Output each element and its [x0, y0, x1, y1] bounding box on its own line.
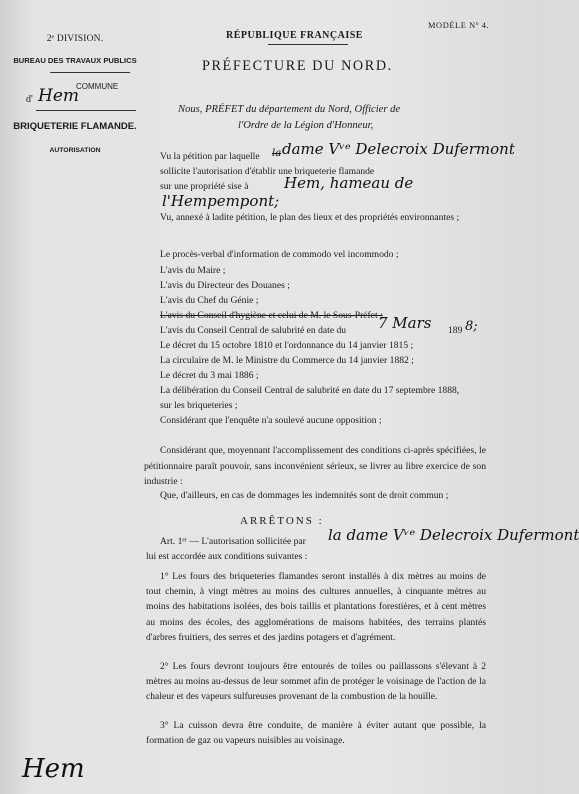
division: 2ᵉ DIVISION.: [46, 34, 104, 44]
modele: MODÈLE Nº 4.: [428, 21, 490, 30]
article-1-line-1: Art. 1ᵉʳ — L'autorisation sollicitée par: [160, 536, 306, 547]
consideration-item: L'avis du Conseil Central de salubrité en date du: [160, 325, 347, 336]
divider: [50, 72, 130, 73]
petition-line-3: sur une propriété sise à: [160, 181, 249, 192]
salubrite-year-digit: 8;: [465, 319, 478, 334]
salubrite-year: 189: [448, 325, 463, 336]
bureau: BUREAU DES TRAVAUX PUBLICS: [13, 56, 137, 65]
footer-signature: Hem: [22, 754, 85, 784]
petition-line-1: Vu la pétition par laquelle: [160, 151, 260, 162]
prefecture: PRÉFECTURE DU NORD.: [202, 58, 393, 74]
commune-name: Hem: [38, 86, 80, 106]
considerant-paragraph: Considérant que, moyennant l'accomplissement des conditions ci-après spécifiées, le pétitionnaire paraît pouvoir, sans inconvénient sérieux, se livrer au libre exercice de son industrie :: [144, 445, 486, 487]
consideration-item: Le décret du 15 octobre 1810 et l'ordonnance du 14 janvier 1815 ;: [160, 340, 414, 351]
article-1-line-2: lui est accordée aux conditions suivantes :: [146, 551, 308, 562]
divider: [268, 44, 348, 45]
considerant-paragraph-2: Que, d'ailleurs, en cas de dommages les indemnités sont de droit commun ;: [160, 490, 449, 501]
condition-1: 1° Les fours des briqueteries flamandes seront installés à dix mètres au moins de tout chemin, à vingt mètres au moins des cultures annuelles, à cinquante mètres au moins des habitations isolées, des bois taillis et plantations forestières, et à cent mètres au moins des écoles, des agglomérations de maisons habitées, des terrains plantés d'arbres fruitiers, des serres et des jardins potagers et d'agrément.: [146, 571, 486, 643]
consideration-item: Considérant que l'enquête n'a soulevé aucune opposition ;: [160, 415, 382, 426]
consideration-item: L'avis du Chef du Génie ;: [160, 295, 259, 306]
intro-line-2: l'Ordre de la Légion d'Honneur,: [238, 120, 374, 131]
consideration-item: L'avis du Maire ;: [160, 265, 226, 276]
autorisation: AUTORISATION: [49, 147, 101, 154]
consideration-item: L'avis du Directeur des Douanes ;: [160, 280, 290, 291]
divider: [36, 110, 136, 111]
petitioner-name: dame Vᵛᵉ Delecroix Dufermont: [282, 140, 515, 158]
commune-label: COMMUNE: [76, 82, 119, 91]
consideration-item: Le procès-verbal d'information de commodo vel incommodo ;: [160, 249, 399, 260]
republique: RÉPUBLIQUE FRANÇAISE: [226, 30, 363, 41]
commune-de: d': [26, 94, 33, 105]
consideration-item: Le décret du 3 mai 1886 ;: [160, 370, 259, 381]
article-petitioner-name: la dame Vᵛᵉ Delecroix Dufermont: [328, 526, 579, 544]
petition-line-5: Vu, annexé à ladite pétition, le plan des lieux et des propriétés environnantes ;: [160, 212, 460, 223]
arretons: ARRÊTONS :: [240, 515, 324, 527]
property-location: Hem, hameau de: [284, 174, 414, 192]
consideration-item-struck: L'avis du Conseil d'hygiène et celui de M. le Sous-Préfet ;: [160, 310, 383, 321]
petition-strike: la: [272, 148, 282, 159]
consideration-item: sur les briqueteries ;: [160, 400, 238, 411]
property-location-2: l'Hempempont;: [162, 192, 280, 210]
petition-line-2: sollicite l'autorisation d'établir une briqueterie flamande: [160, 166, 375, 177]
intro-line-1: Nous, PRÉFET du département du Nord, Officier de: [178, 104, 401, 115]
consideration-item: La circulaire de M. le Ministre du Commerce du 14 janvier 1882 ;: [160, 355, 414, 366]
condition-2: 2° Les fours devront toujours être entourés de toiles ou paillassons s'élevant à 2 mètres au moins au-dessus de leur sommet afin de protéger le voisinage de l'action de la chaleur et des vapeurs sulfureuses provenant de la combustion de la houille.: [146, 661, 486, 703]
consideration-item: La délibération du Conseil Central de salubrité en date du 17 septembre 1888,: [160, 385, 460, 396]
briqueterie-title: BRIQUETERIE FLAMANDE.: [13, 121, 137, 132]
condition-3: 3° La cuisson devra être conduite, de manière à éviter autant que possible, la formation de gaz ou vapeurs nuisibles au voisinage.: [146, 720, 486, 747]
salubrite-date: 7 Mars: [378, 314, 432, 332]
